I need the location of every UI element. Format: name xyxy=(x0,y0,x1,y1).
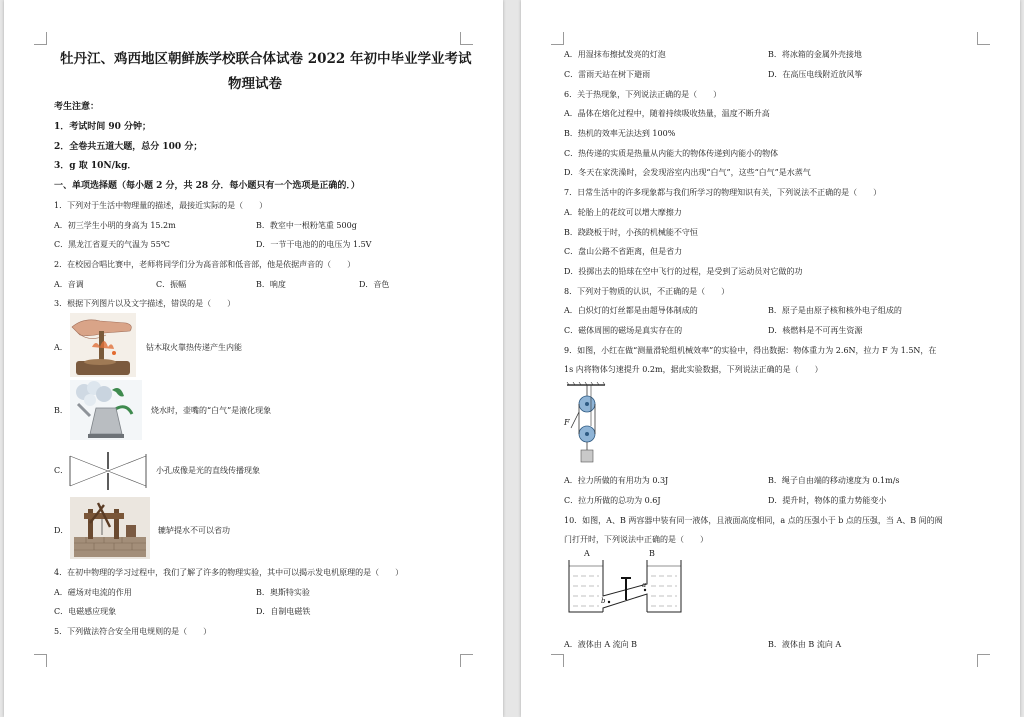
question-9-option-b: B．绳子自由端的移动速度为 0.1m/s xyxy=(768,476,900,485)
question-6: 6．关于热现象，下列说法正确的是（ ） xyxy=(564,90,722,99)
question-2-option-d: D．音色 xyxy=(359,280,390,289)
notice-item-1: 1．考试时间 90 分钟； xyxy=(54,122,152,132)
question-8-option-b: B．原子是由原子核和核外电子组成的 xyxy=(768,306,902,315)
question-3-option-a-letter: A． xyxy=(54,343,68,352)
question-2-option-c: C．振幅 xyxy=(156,280,187,289)
question-4-option-c: C．电磁感应现象 xyxy=(54,607,117,616)
notice-item-2: 2．全卷共五道大题，总分 100 分； xyxy=(54,142,203,152)
question-1-option-b: B．教室中一根粉笔重 500g xyxy=(256,221,357,230)
question-9-line1: 9．如图，小红在做“测量滑轮组机械效率”的实验中，得出数据：物体重力为 2.6N，拉力 F 为 1.5N，在 xyxy=(564,346,937,355)
question-5: 5．下列做法符合安全用电规则的是（ ） xyxy=(54,627,212,636)
drill-fire-illustration xyxy=(70,313,136,377)
crop-mark-bottom-right xyxy=(977,654,990,667)
question-7-option-d: D．投掷出去的铅球在空中飞行的过程，是受到了运动员对它做的功 xyxy=(564,267,803,276)
question-6-option-c: C．热传递的实质是热量从内能大的物体传递到内能小的物体 xyxy=(564,149,779,158)
question-10-line2: 门打开时，下列说法中正确的是（ ） xyxy=(564,535,708,544)
question-5-option-d: D．在高压电线附近放风筝 xyxy=(768,70,863,79)
question-8-option-a: A．白炽灯的灯丝都是由超导体制成的 xyxy=(564,306,698,315)
question-9-option-c: C．拉力所做的总功为 0.6J xyxy=(564,496,661,505)
question-10-option-b: B．液体由 B 流向 A xyxy=(768,640,842,649)
question-3-option-b-letter: B． xyxy=(54,406,68,415)
question-4: 4．在初中物理的学习过程中，我们了解了许多的物理实验，其中可以揭示发电机原理的是（ ） xyxy=(54,568,404,577)
question-3-option-a-text: 钻木取火靠热传递产生内能 xyxy=(146,343,242,352)
pulley-force-label: F xyxy=(564,418,570,427)
notice-item-3: 3．g 取 10N/kg． xyxy=(54,161,137,171)
question-3-option-c-text: 小孔成像是光的直线传播现象 xyxy=(156,466,260,475)
crop-mark-top-left xyxy=(34,32,47,45)
question-3-option-b-text: 烧水时，壶嘴的“白气”是液化现象 xyxy=(151,406,272,415)
question-7-option-b: B．跷跷板于时，小孩的机械能不守恒 xyxy=(564,228,698,237)
question-7: 7．日常生活中的许多现象都与我们所学习的物理知识有关，下列说法不正确的是（ ） xyxy=(564,188,882,197)
pinhole-imaging-diagram xyxy=(68,450,150,492)
question-9-option-d: D．提升时，物体的重力势能变小 xyxy=(768,496,887,505)
question-8: 8．下列对于物质的认识，不正确的是（ ） xyxy=(564,287,730,296)
point-a-label: a xyxy=(642,581,647,589)
question-3-option-d-letter: D． xyxy=(54,526,69,535)
question-4-option-d: D．自制电磁铁 xyxy=(256,607,311,616)
point-b-label: b xyxy=(601,597,606,605)
question-4-option-a: A．磁场对电流的作用 xyxy=(54,588,132,597)
question-8-option-c: C．磁体周围的磁场是真实存在的 xyxy=(564,326,683,335)
exam-title-line1: 牡丹江、鸡西地区朝鲜族学校联合体试卷 2022 年初中毕业学业考试 xyxy=(60,51,472,67)
question-7-option-c: C．盘山公路不省距离，但是省力 xyxy=(564,247,683,256)
crop-mark-bottom-left xyxy=(34,654,47,667)
question-10-option-a: A．液体由 A 流向 B xyxy=(564,640,638,649)
crop-mark-top-right xyxy=(460,32,473,45)
question-5-option-a: A．用湿抹布擦拭发亮的灯泡 xyxy=(564,50,666,59)
windlass-well-illustration xyxy=(70,497,150,559)
container-a-label: A xyxy=(584,549,590,558)
question-6-option-a: A．晶体在熔化过程中，随着持续吸收热量，温度不断升高 xyxy=(564,109,770,118)
question-1-option-d: D．一节干电池的的电压为 1.5V xyxy=(256,240,372,249)
question-6-option-d: D．冬天在家洗澡时，会发现浴室内出现“白气”，这些“白气”是水蒸气 xyxy=(564,168,811,177)
question-3: 3．根据下列图片以及文字描述，错误的是（ ） xyxy=(54,299,236,308)
question-5-option-b: B．将冰箱的金属外壳接地 xyxy=(768,50,862,59)
crop-mark-bottom-left xyxy=(551,654,564,667)
document-page-right xyxy=(521,0,1020,717)
crop-mark-top-right xyxy=(977,32,990,45)
question-1: 1．下列对于生活中物理量的描述，最接近实际的是（ ） xyxy=(54,201,268,210)
question-10-line1: 10．如图，A、B 两容器中装有同一液体，且液面高度相同，a 点的压强小于 b 点的压强，当 A、B 间的阀 xyxy=(564,516,943,525)
question-5-option-c: C．雷雨天站在树下避雨 xyxy=(564,70,651,79)
document-page-left xyxy=(4,0,503,717)
exam-title-line2: 物理试卷 xyxy=(228,76,282,92)
question-7-option-a: A．轮胎上的花纹可以增大摩擦力 xyxy=(564,208,682,217)
question-9-option-a: A．拉力所做的有用功为 0.3J xyxy=(564,476,669,485)
question-4-option-b: B．奥斯特实验 xyxy=(256,588,310,597)
question-2-option-b: B．响度 xyxy=(256,280,286,289)
question-3-option-d-text: 辘轳提水不可以省功 xyxy=(158,526,230,535)
question-3-option-c-letter: C． xyxy=(54,466,69,475)
question-2: 2．在校园合唱比赛中，老师将同学们分为高音部和低音部，他是依据声音的（ ） xyxy=(54,260,356,269)
question-8-option-d: D．核燃料是不可再生资源 xyxy=(768,326,863,335)
container-b-label: B xyxy=(649,549,655,558)
question-1-option-c: C．黑龙江省夏天的气温为 55℃ xyxy=(54,240,170,249)
section-heading-1: 一、单项选择题（每小题 2 分，共 28 分．每小题只有一个选项是正确的．） xyxy=(54,181,360,191)
crop-mark-top-left xyxy=(551,32,564,45)
question-2-option-a: A．音调 xyxy=(54,280,84,289)
notice-heading: 考生注意： xyxy=(54,102,100,112)
connected-containers-diagram xyxy=(565,556,685,616)
crop-mark-bottom-right xyxy=(460,654,473,667)
question-1-option-a: A．初三学生小明的身高为 15.2m xyxy=(54,221,176,230)
question-9-line2: 1s 内将物体匀速提升 0.2m，据此实验数据，下列说法正确的是（ ） xyxy=(564,365,823,374)
question-6-option-b: B．热机的效率无法达到 100% xyxy=(564,129,676,138)
kettle-steam-illustration xyxy=(70,380,142,440)
